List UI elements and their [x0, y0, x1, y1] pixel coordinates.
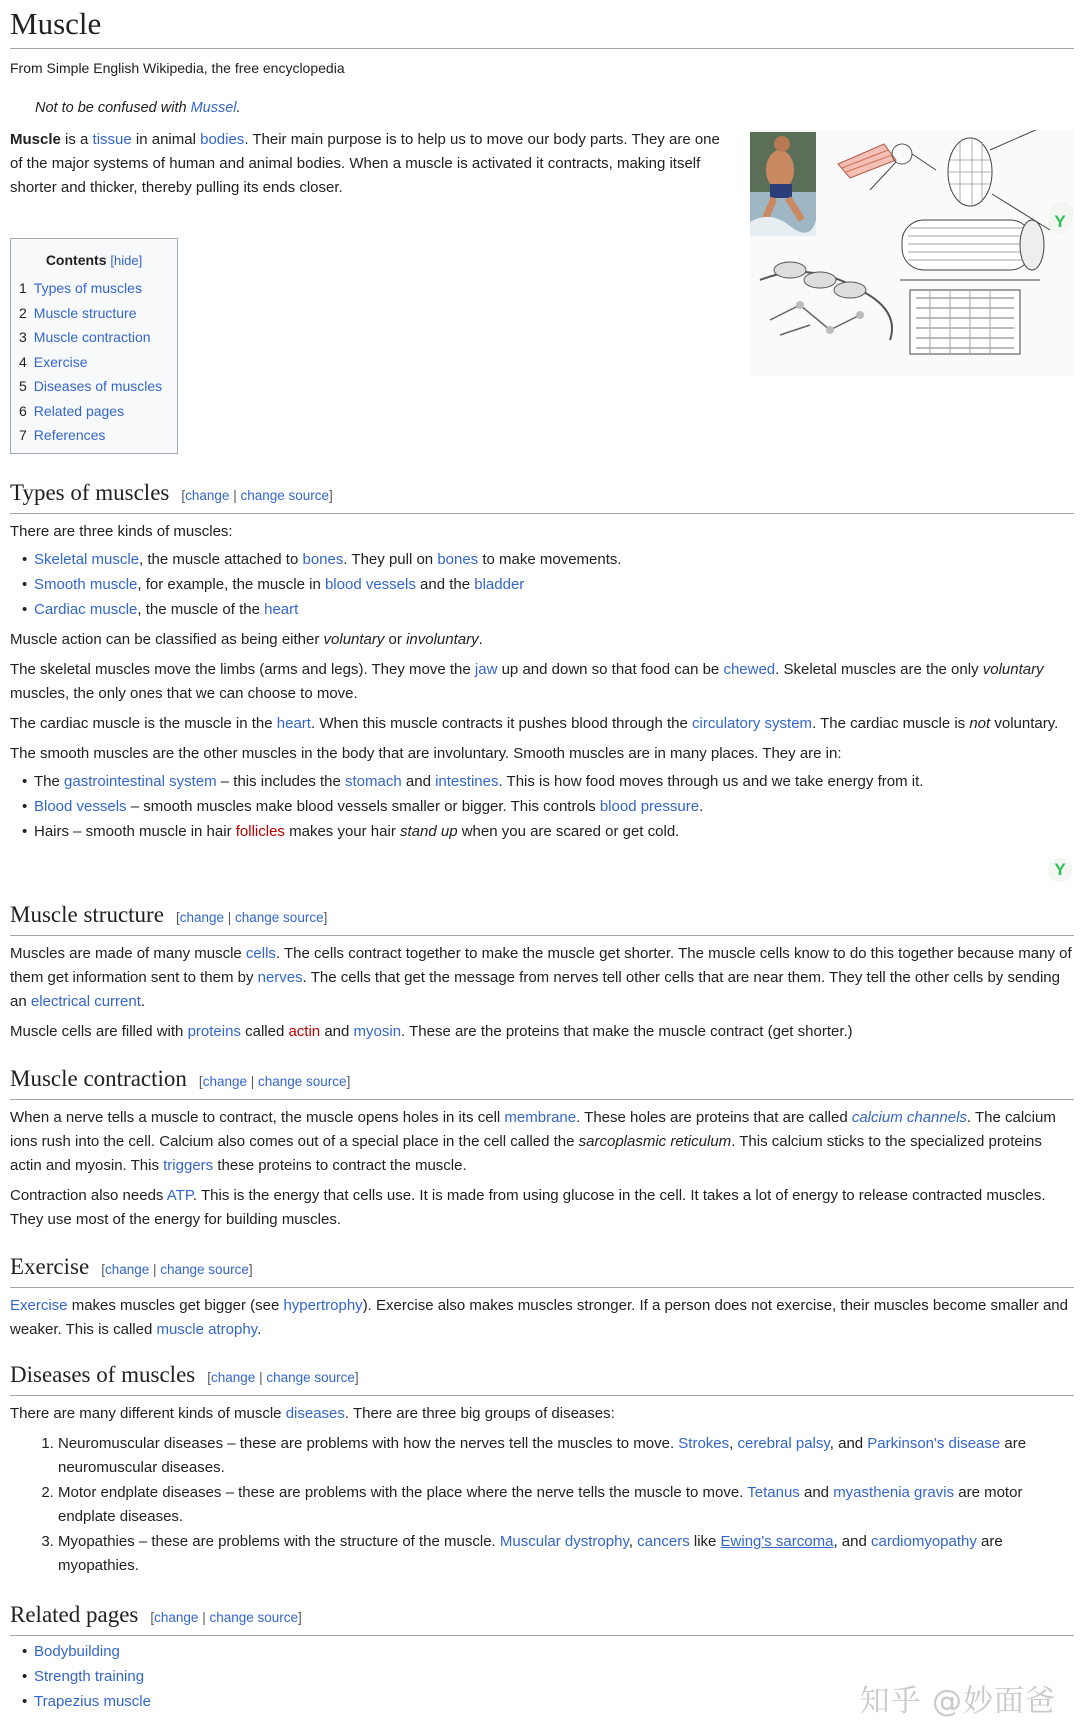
section-title: Diseases of muscles: [10, 1362, 196, 1387]
text-run: . They pull on: [343, 551, 438, 568]
toc-hide-link[interactable]: [hide]: [110, 253, 143, 268]
toc-item[interactable]: [19, 276, 169, 301]
text-run: voluntary.: [990, 715, 1059, 732]
inline-link[interactable]: follicles: [235, 823, 285, 840]
list-item: [24, 597, 1074, 622]
italic-text: stand up: [399, 823, 458, 840]
section-heading: [10, 1252, 1074, 1288]
inline-link[interactable]: heart: [264, 601, 299, 618]
inline-link[interactable]: gastrointestinal system: [64, 773, 217, 790]
section-heading: [10, 1600, 1074, 1636]
inline-link[interactable]: intestines: [435, 773, 499, 790]
section-title: Related pages: [10, 1602, 139, 1627]
inline-link[interactable]: stomach: [345, 773, 402, 790]
text-run: Muscles are made of many muscle: [10, 945, 246, 962]
toc-number: 1: [19, 280, 27, 296]
text-run: .: [140, 993, 146, 1010]
paragraph: [10, 942, 1074, 1014]
text-run: . These are the proteins that make the muscle contract (get shorter.): [401, 1023, 853, 1040]
inline-link[interactable]: tissue: [92, 131, 132, 148]
text-run: these proteins to contract the muscle.: [213, 1157, 467, 1174]
inline-link[interactable]: chewed: [723, 661, 776, 678]
paragraph: [10, 1402, 1074, 1426]
toc-number: 3: [19, 329, 27, 345]
text-run: . These holes are proteins that are called: [576, 1109, 852, 1126]
italic-text: not: [969, 715, 991, 732]
text-run: . The cells contract together to make the muscle get shorter. The muscle cells know to do this together because many of them get information sent to them by: [10, 945, 1072, 986]
toc-item[interactable]: [19, 423, 169, 448]
hatnote-suffix: .: [236, 100, 241, 116]
list-item: [24, 794, 1074, 819]
text-run: . Skeletal muscles are the only: [775, 661, 983, 678]
inline-link[interactable]: Tetanus: [747, 1484, 800, 1501]
change-link[interactable]: change: [211, 1370, 256, 1385]
text-run: . There are three big groups of diseases:: [344, 1405, 615, 1422]
italic-text: sarcoplasmic reticulum: [578, 1133, 732, 1150]
paragraph: [10, 520, 1074, 544]
edit-links: [101, 1262, 252, 1277]
section-heading: [10, 1360, 1074, 1396]
inline-link[interactable]: bladder: [474, 576, 525, 593]
section-heading: [10, 900, 1074, 936]
text-run: or: [384, 631, 407, 648]
separator: |: [198, 1610, 210, 1625]
inline-link[interactable]: heart: [276, 715, 311, 732]
bracket-close: ]: [354, 1370, 359, 1385]
text-run: There are three kinds of muscles:: [10, 523, 233, 540]
watermark: 知乎 @妙面爸: [859, 1684, 1056, 1719]
text-run: Muscle cells are filled with: [10, 1023, 188, 1040]
lead-paragraph: [10, 128, 734, 200]
text-run: , the muscle attached to: [139, 551, 303, 568]
toc-link[interactable]: Types of muscles: [33, 280, 142, 296]
text-run: . This calcium sticks to the specialized proteins actin and myosin. This: [10, 1133, 1042, 1174]
text-run: Motor endplate diseases – these are problems with the place where the nerve tells the muscle to move.: [58, 1484, 748, 1501]
change-source-link[interactable]: change source: [258, 1074, 347, 1089]
bracket-open: [: [207, 1370, 212, 1385]
text-run: to make movements.: [478, 551, 622, 568]
site-subtitle: From Simple English Wikipedia, the free encyclopedia: [10, 60, 345, 76]
paragraph: [10, 1106, 1074, 1178]
text-run: When a nerve tells a muscle to contract, the muscle opens holes in its cell: [10, 1109, 505, 1126]
text-run: – this includes the: [216, 773, 346, 790]
bracket-open: [: [198, 1074, 203, 1089]
inline-link[interactable]: Smooth muscle: [34, 576, 138, 593]
separator: |: [246, 1074, 258, 1089]
check-badge-icon[interactable]: Y: [1048, 858, 1072, 882]
change-source-link[interactable]: change source: [266, 1370, 355, 1385]
section-exercise: [10, 1252, 1074, 1342]
hatnote-prefix: Not to be confused with: [35, 100, 191, 116]
text-run: makes your hair: [284, 823, 400, 840]
text-run: ,: [628, 1533, 638, 1550]
text-run: ,: [729, 1435, 738, 1452]
text-run: when you are scared or get cold.: [457, 823, 680, 840]
bracket-open: [: [150, 1610, 155, 1625]
inline-link[interactable]: ATP: [166, 1187, 193, 1204]
bold-text: Muscle: [10, 131, 61, 148]
text-run: are myopathies.: [58, 1533, 1003, 1574]
inline-link[interactable]: nerves: [257, 969, 303, 986]
paragraph: [10, 742, 1074, 766]
separator: |: [224, 910, 236, 925]
inline-link[interactable]: electrical current: [30, 993, 141, 1010]
section-title: Exercise: [10, 1254, 90, 1279]
toc-link[interactable]: References: [33, 427, 106, 443]
text-run: . The cardiac muscle is: [812, 715, 970, 732]
section-title: Types of muscles: [10, 480, 170, 505]
text-run: . This is the energy that cells use. It is made from using glucose in the cell. It takes a lot of energy to release contracted muscles. They use most of the energy for building muscles.: [10, 1187, 1046, 1228]
inline-link[interactable]: cells: [245, 945, 276, 962]
text-run: called: [240, 1023, 289, 1040]
toc-link[interactable]: Muscle structure: [33, 304, 137, 321]
paragraph: [10, 1020, 1074, 1044]
list-item: [58, 1481, 1074, 1529]
toc-number: 4: [19, 353, 27, 370]
inline-link[interactable]: Ewing's sarcoma: [720, 1533, 834, 1550]
inline-link[interactable]: actin: [288, 1023, 321, 1040]
edit-links: [181, 488, 332, 503]
change-link[interactable]: change: [104, 1262, 150, 1277]
inline-link[interactable]: Trapezius muscle: [34, 1693, 151, 1710]
change-link[interactable]: change: [179, 910, 224, 925]
inline-link[interactable]: jaw: [474, 661, 498, 678]
text-run: Neuromuscular diseases – these are problems with how the nerves tell the muscles to move.: [58, 1435, 679, 1452]
hatnote: [35, 98, 241, 118]
italic-text: voluntary: [982, 661, 1044, 678]
edit-links: [199, 1074, 350, 1089]
inline-link[interactable]: Exercise: [10, 1297, 68, 1314]
change-link[interactable]: change: [154, 1610, 199, 1625]
inline-link[interactable]: Parkinson's disease: [867, 1435, 1001, 1452]
inline-link[interactable]: cerebral palsy: [737, 1435, 830, 1452]
list-item: [24, 547, 1074, 572]
bracket-open: [: [181, 488, 186, 503]
inline-link[interactable]: Bodybuilding: [34, 1643, 120, 1660]
list-item: [24, 819, 1074, 844]
check-badge-icon[interactable]: Y: [1048, 210, 1072, 234]
bracket-close: ]: [346, 1074, 351, 1089]
text-run: . This is how food moves through us and we take energy from it.: [498, 773, 924, 790]
bracket-close: ]: [248, 1262, 253, 1277]
page-title: Muscle: [10, 6, 102, 41]
section-muscle-contraction: [10, 1064, 1074, 1232]
toc-item[interactable]: [19, 399, 169, 424]
text-run: , and: [829, 1435, 868, 1452]
text-run: and the: [415, 576, 475, 593]
text-run: and: [320, 1023, 354, 1040]
text-run: and: [799, 1484, 834, 1501]
paragraph: [10, 1184, 1074, 1232]
toc-number: 7: [19, 427, 27, 443]
table-of-contents: [10, 238, 178, 454]
text-run: . Their main purpose is to help us to move our body parts. They are one of the major systems of human and animal bodies. When a muscle is activated it contracts, making itself shorter and thicker, thereby pulling its ends closer.: [10, 131, 720, 196]
change-link[interactable]: change: [202, 1074, 247, 1089]
paragraph: [10, 1294, 1074, 1342]
inline-link[interactable]: Blood vessels: [34, 798, 127, 815]
inline-link[interactable]: myosin: [353, 1023, 402, 1040]
text-run: , and: [833, 1533, 871, 1550]
text-run: , the muscle of the: [137, 601, 265, 618]
change-link[interactable]: change: [185, 488, 230, 503]
inline-link[interactable]: triggers: [163, 1157, 214, 1174]
inline-link[interactable]: bones: [302, 551, 344, 568]
inline-link[interactable]: cardiomyopathy: [870, 1533, 977, 1550]
text-run: , for example, the muscle in: [137, 576, 325, 593]
section-heading: [10, 478, 1074, 514]
text-run: . The calcium ions rush into the cell. Calcium also comes out of a special place in the cell called the: [10, 1109, 1056, 1150]
inline-link[interactable]: bones: [437, 551, 479, 568]
inline-link[interactable]: Muscular dystrophy: [499, 1533, 629, 1550]
toc-item[interactable]: [19, 350, 169, 375]
italic-text: voluntary: [323, 631, 385, 648]
text-run: makes muscles get bigger (see: [67, 1297, 284, 1314]
text-run: are neuromuscular diseases.: [58, 1435, 1027, 1476]
paragraph: [10, 628, 1074, 652]
change-source-link[interactable]: change source: [160, 1262, 249, 1277]
change-source-link[interactable]: change source: [240, 488, 330, 503]
bracket-open: [: [101, 1262, 105, 1277]
section-types-of-muscles: [10, 478, 1074, 844]
text-run: muscles, the only ones that we can choose to move.: [10, 685, 358, 702]
text-run: . When this muscle contracts it pushes blood through the: [310, 715, 693, 732]
edit-links: [150, 1610, 301, 1625]
section-title: Muscle contraction: [10, 1066, 187, 1091]
separator: |: [149, 1262, 161, 1277]
inline-link[interactable]: Strokes: [678, 1435, 730, 1452]
bullet-list: [10, 547, 1074, 622]
bracket-close: ]: [323, 910, 328, 925]
inline-link[interactable]: bodies: [200, 131, 245, 148]
toc-link[interactable]: Exercise: [33, 353, 88, 370]
text-run: and: [401, 773, 436, 790]
italic-text: involuntary: [406, 631, 479, 648]
toc-item[interactable]: [19, 374, 169, 399]
text-run: The cardiac muscle is the muscle in the: [10, 715, 277, 732]
numbered-list: [10, 1432, 1074, 1578]
paragraph: [10, 658, 1074, 706]
inline-link[interactable]: myasthenia gravis: [833, 1484, 955, 1501]
text-run: like: [689, 1533, 721, 1550]
text-run: There are many different kinds of muscle: [10, 1405, 286, 1422]
section-heading: [10, 1064, 1074, 1100]
hatnote-link[interactable]: Mussel: [190, 100, 237, 116]
inline-link[interactable]: membrane: [504, 1109, 577, 1126]
text-run: .: [257, 1321, 262, 1338]
toc-number: 5: [19, 378, 27, 394]
bracket-open: [: [175, 910, 180, 925]
list-item: [58, 1432, 1074, 1480]
text-run: is a: [60, 131, 93, 148]
section-title: Muscle structure: [10, 902, 164, 927]
toc-number: 6: [19, 402, 27, 419]
list-item: [24, 572, 1074, 597]
inline-link[interactable]: diseases: [285, 1405, 345, 1422]
inline-link[interactable]: Strength training: [34, 1668, 145, 1685]
inline-link[interactable]: blood vessels: [324, 576, 416, 593]
toc-link[interactable]: Muscle contraction: [33, 329, 151, 345]
text-run: Hairs – smooth muscle in hair: [34, 823, 236, 840]
text-run: .: [699, 798, 704, 815]
toc-title: Contents: [45, 252, 107, 268]
text-run: in animal: [131, 131, 201, 148]
list-item: [24, 1639, 1074, 1664]
inline-link[interactable]: calcium channels: [851, 1109, 967, 1126]
text-run: are motor endplate diseases.: [58, 1484, 1023, 1525]
section-muscle-structure: [10, 900, 1074, 1044]
inline-link[interactable]: Cardiac muscle: [34, 601, 138, 618]
text-run: . The cells that get the message from nerves tell other cells that are near them. They tell the other cells by sending an: [10, 969, 1060, 1010]
toc-number: 2: [19, 304, 27, 321]
text-run: Muscle action can be classified as being either: [10, 631, 324, 648]
inline-link[interactable]: blood pressure: [599, 798, 700, 815]
text-run: up and down so that food can be: [497, 661, 724, 678]
edit-links: [176, 910, 327, 925]
change-source-link[interactable]: change source: [209, 1610, 299, 1625]
muscle-diagram-image: [750, 130, 1074, 376]
toc-link[interactable]: Diseases of muscles: [33, 378, 163, 394]
text-run: .: [478, 631, 483, 648]
paragraph: [10, 712, 1074, 736]
text-run: The smooth muscles are the other muscles in the body that are involuntary. Smooth muscles are in many places. They are in:: [10, 745, 842, 762]
title-divider: [10, 48, 1074, 49]
inline-link[interactable]: cancers: [637, 1533, 690, 1550]
inline-link[interactable]: proteins: [187, 1023, 241, 1040]
bullet-list: [10, 769, 1074, 844]
text-run: ). Exercise also makes muscles stronger. If a person does not exercise, their muscles become smaller and weaker. This is called: [10, 1297, 1068, 1338]
text-run: The: [34, 773, 65, 790]
separator: |: [255, 1370, 267, 1385]
toc-item[interactable]: [19, 325, 169, 350]
change-source-link[interactable]: change source: [235, 910, 324, 925]
text-run: Contraction also needs: [10, 1187, 167, 1204]
bracket-close: ]: [298, 1610, 302, 1625]
separator: |: [229, 488, 241, 503]
list-item: [24, 769, 1074, 794]
text-run: Myopathies – these are problems with the structure of the muscle.: [58, 1533, 500, 1550]
inline-link[interactable]: Skeletal muscle: [34, 551, 140, 568]
inline-link[interactable]: circulatory system: [692, 715, 813, 732]
text-run: – smooth muscles make blood vessels smaller or bigger. This controls: [126, 798, 600, 815]
text-run: The skeletal muscles move the limbs (arms and legs). They move the: [10, 661, 475, 678]
inline-link[interactable]: muscle atrophy: [156, 1321, 258, 1338]
edit-links: [207, 1370, 358, 1385]
bracket-close: ]: [329, 488, 333, 503]
toc-header: [19, 249, 169, 272]
toc-link[interactable]: Related pages: [33, 402, 125, 419]
toc-list: [19, 276, 169, 448]
list-item: [58, 1530, 1074, 1578]
toc-item[interactable]: [19, 301, 169, 326]
inline-link[interactable]: hypertrophy: [283, 1297, 363, 1314]
section-diseases-of-muscles: [10, 1360, 1074, 1579]
